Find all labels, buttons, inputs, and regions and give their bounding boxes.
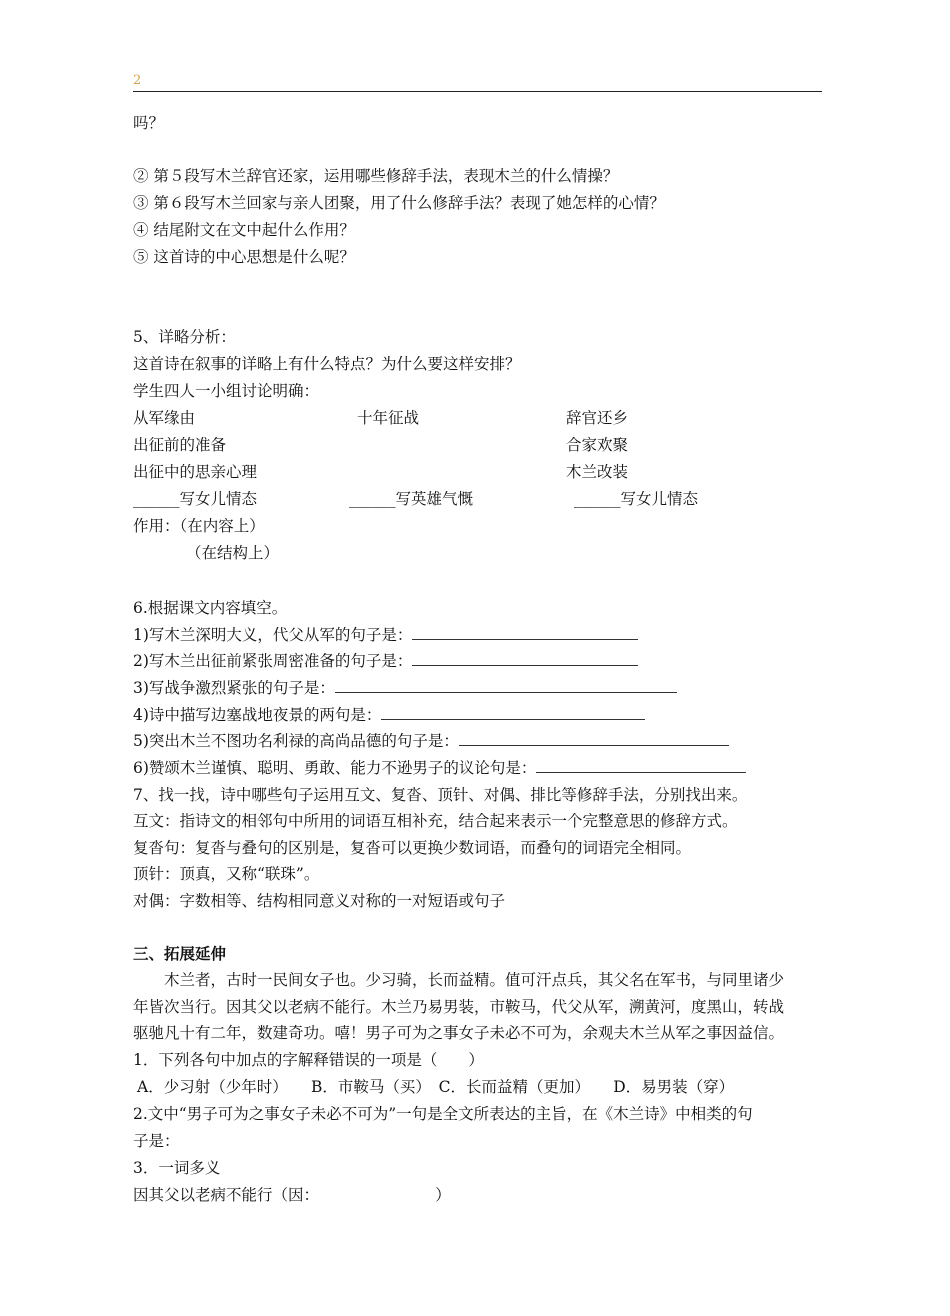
dingzhen-def: 顶针：顶真，又称“联珠”。 — [133, 865, 320, 883]
fill-item-1-text: 1)写木兰深明大义，代父从军的句子是： — [133, 626, 413, 644]
section6-title: 6.根据课文内容填空。 — [133, 599, 288, 617]
section5-question: 这首诗在叙事的详略上有什么特点？为什么要这样安排？ — [133, 355, 521, 373]
huwen-def: 互文：指诗文的相邻句中所用的词语互相补充，结合起来表示一个完整意思的修辞方式。 — [133, 812, 738, 830]
fill-item-3-text: 3)写战争激烈紧张的句子是： — [133, 679, 335, 697]
exercise-q3-item: 因其父以老病不能行（因： ） — [133, 1186, 451, 1204]
fill-item-1 — [133, 625, 638, 645]
question-3: ③ 第６段写木兰回家与亲人团聚，用了什么修辞手法？表现了她怎样的心情？ — [133, 194, 665, 212]
effect-structure: （在结构上） — [186, 544, 280, 562]
col3-item-3: 木兰改装 — [566, 463, 629, 481]
passage-line-2: 年皆次当行。因其父以老病不能行。木兰乃易男装，市鞍马，代父从军，溯黄河，度黑山，转战 — [133, 998, 785, 1016]
fill-blank-4[interactable] — [381, 705, 645, 720]
col1-item-3: 出征中的思亲心理 — [133, 463, 258, 481]
question-4: ④ 结尾附文在文中起什么作用？ — [133, 221, 355, 239]
fill-item-2 — [133, 651, 638, 671]
col3-item-2: 合家欢聚 — [566, 436, 629, 454]
exercise-q2-line1: 2.文中“男子可为之事女子未必不可为”一句是全文所表达的主旨，在《木兰诗》中相类的句 — [133, 1105, 753, 1123]
futa-def: 复沓句：复沓与叠句的区别是，复沓可以更换少数词语，而叠句的词语完全相同。 — [133, 839, 692, 857]
blank-female-2: ______写女儿情态 — [574, 490, 699, 508]
col3-item-1: 辞官还乡 — [566, 409, 629, 427]
col2-item-1: 十年征战 — [357, 409, 420, 427]
section7-title: 7、找一找，诗中哪些句子运用互文、复沓、顶针、对偶、排比等修辞手法，分别找出来。 — [133, 786, 748, 804]
fill-blank-3[interactable] — [335, 678, 677, 693]
duiou-def: 对偶：字数相等、结构相同意义对称的一对短语或句子 — [133, 892, 506, 910]
fill-item-4 — [133, 705, 645, 725]
page-number: 2 — [133, 73, 142, 88]
blank-female-1: ______写女儿情态 — [133, 490, 258, 508]
exercise-q2-line2: 子是： — [133, 1132, 180, 1150]
question-2: ② 第５段写木兰辞官还家，运用哪些修辞手法，表现木兰的什么情操？ — [133, 167, 619, 185]
col1-item-2: 出征前的准备 — [133, 436, 227, 454]
section5-discussion: 学生四人一小组讨论明确： — [133, 382, 320, 400]
fill-blank-2[interactable] — [412, 651, 638, 666]
fill-blank-1[interactable] — [412, 625, 638, 640]
passage-line-1: 木兰者，古时一民间女子也。少习骑，长而益精。值可汗点兵，其父名在军书，与同里诸少 — [133, 971, 785, 989]
fill-item-6-text: 6)赞颂木兰谨慎、聪明、勇敢、能力不逊男子的议论句是： — [133, 759, 537, 777]
continuation-text: 吗？ — [133, 114, 165, 132]
exercise-q3: 3．一词多义 — [133, 1159, 221, 1177]
fill-item-5 — [133, 731, 729, 751]
fill-item-3 — [133, 678, 677, 698]
header-rule — [133, 91, 822, 92]
exercise-q1-options: A．少习射（少年时） B．市鞍马（买） C．长而益精（更加） D．易男装（穿） — [137, 1078, 735, 1096]
exercise-q1: 1．下列各句中加点的字解释错误的一项是（ ） — [133, 1051, 484, 1069]
question-5: ⑤ 这首诗的中心思想是什么呢？ — [133, 248, 355, 266]
col1-item-1: 从军缘由 — [133, 409, 196, 427]
fill-item-6 — [133, 758, 746, 778]
effect-content: 作用：（在内容上） — [133, 517, 265, 535]
section3-heading: 三、拓展延伸 — [133, 944, 227, 963]
blank-heroic: ______写英雄气慨 — [349, 490, 474, 508]
fill-blank-6[interactable] — [536, 758, 746, 773]
fill-item-2-text: 2)写木兰出征前紧张周密准备的句子是： — [133, 652, 413, 670]
fill-item-5-text: 5)突出木兰不图功名利禄的高尚品德的句子是： — [133, 732, 459, 750]
fill-item-4-text: 4)诗中描写边塞战地夜景的两句是： — [133, 706, 382, 724]
passage-line-3: 驱驰凡十有二年，数建奇功。嘻！男子可为之事女子未必不可为，余观夫木兰从军之事因益信。 — [133, 1024, 785, 1042]
fill-blank-5[interactable] — [459, 731, 729, 746]
section5-title: 5、详略分析： — [133, 328, 236, 346]
